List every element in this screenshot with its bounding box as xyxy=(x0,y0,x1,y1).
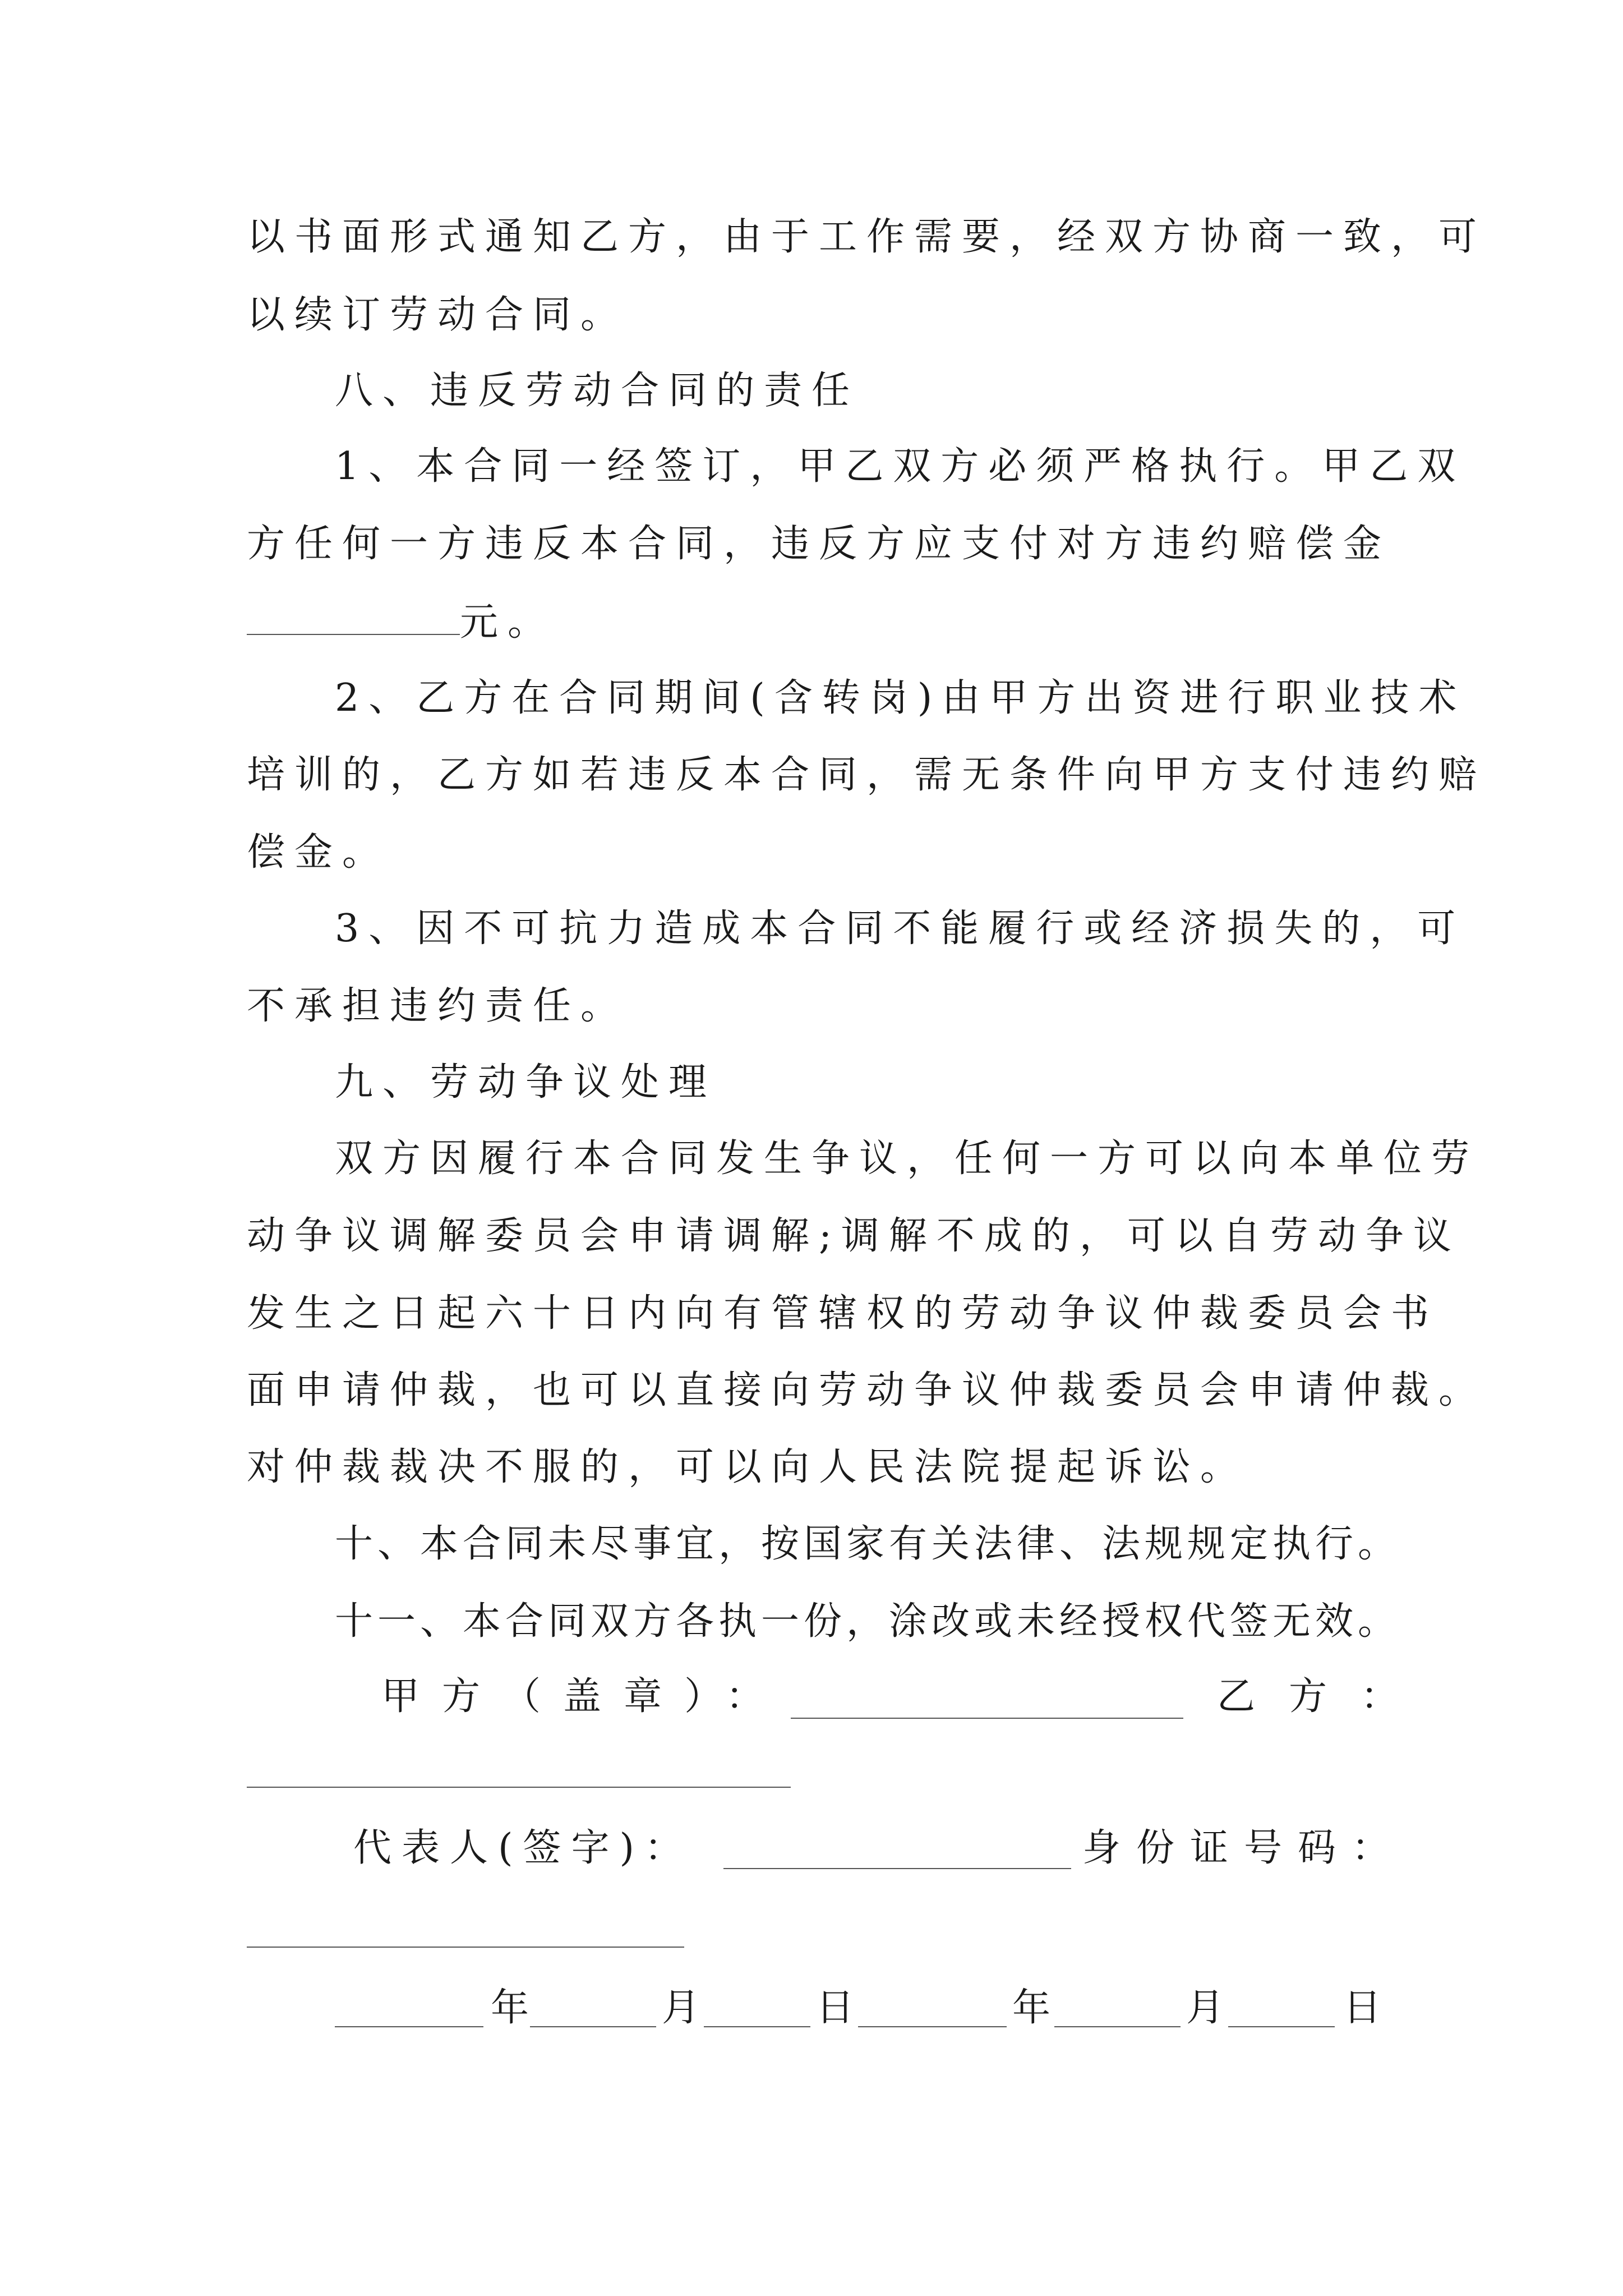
section-10: 十、本合同未尽事宜，按国家有关法律、法规规定执行。 xyxy=(335,1522,1401,1566)
id-number-label: 身份证号码： xyxy=(1082,1826,1406,1870)
party-a-seal-label: 甲方（盖章）： xyxy=(381,1674,787,1719)
date-b-month-blank[interactable] xyxy=(1054,2026,1181,2027)
amount-blank[interactable] xyxy=(247,599,460,635)
paragraph-line: 对仲裁裁决不服的，可以向人民法院提起诉讼。 xyxy=(247,1445,1248,1489)
paragraph-line: 1、本合同一经签订，甲乙双方必须严格执行。甲乙双 xyxy=(335,444,1465,489)
paragraph-line: 以书面形式通知乙方，由于工作需要，经双方协商一致，可 xyxy=(247,215,1487,259)
date-b-year-label: 年 xyxy=(1012,1986,1051,2030)
date-a-month-blank[interactable] xyxy=(530,2026,656,2027)
date-a-month-label: 月 xyxy=(662,1986,700,2030)
paragraph-line: 方任何一方违反本合同，违反方应支付对方违约赔偿金 xyxy=(247,522,1391,566)
amount-unit: 元。 xyxy=(460,600,556,645)
paragraph-line: 偿金。 xyxy=(247,830,390,875)
date-b-day-blank[interactable] xyxy=(1228,2026,1335,2027)
date-b-day-label: 日 xyxy=(1343,1986,1382,2030)
paragraph-line: 不承担违约责任。 xyxy=(247,984,629,1028)
representative-sign-label: 代表人(签字)： xyxy=(353,1826,693,1870)
paragraph-line: 双方因履行本合同发生争议，任何一方可以向本单位劳 xyxy=(335,1137,1479,1181)
party-b-blank[interactable] xyxy=(247,1787,791,1788)
section-11: 十一、本合同双方各执一份，涂改或未经授权代签无效。 xyxy=(335,1599,1401,1644)
paragraph-line: 培训的，乙方如若违反本合同，需无条件向甲方支付违约赔 xyxy=(247,753,1487,797)
compensation-amount-line xyxy=(247,599,555,645)
paragraph-line: 动争议调解委员会申请调解;调解不成的，可以自劳动争议 xyxy=(247,1214,1461,1258)
paragraph-line: 面申请仲裁，也可以直接向劳动争议仲裁委员会申请仲裁。 xyxy=(247,1368,1487,1412)
party-a-seal-blank[interactable] xyxy=(791,1718,1183,1719)
date-a-day-label: 日 xyxy=(816,1986,855,2030)
date-a-year-blank[interactable] xyxy=(335,2026,483,2027)
date-a-year-label: 年 xyxy=(491,1986,529,2030)
section-9-heading: 九、劳动争议处理 xyxy=(335,1060,717,1105)
paragraph-line: 发生之日起六十日内向有管辖权的劳动争议仲裁委员会书 xyxy=(247,1291,1439,1336)
id-number-blank[interactable] xyxy=(247,1947,684,1948)
paragraph-line: 以续订劳动合同。 xyxy=(247,293,629,337)
party-b-label: 乙方： xyxy=(1217,1674,1433,1719)
date-a-day-blank[interactable] xyxy=(704,2026,810,2027)
representative-sign-blank[interactable] xyxy=(723,1868,1071,1869)
date-b-month-label: 月 xyxy=(1186,1986,1225,2030)
paragraph-line: 2、乙方在合同期间(含转岗)由甲方出资进行职业技术 xyxy=(335,676,1467,720)
date-b-year-blank[interactable] xyxy=(858,2026,1007,2027)
paragraph-line: 3、因不可抗力造成本合同不能履行或经济损失的，可 xyxy=(335,907,1465,951)
section-8-heading: 八、违反劳动合同的责任 xyxy=(335,369,860,413)
